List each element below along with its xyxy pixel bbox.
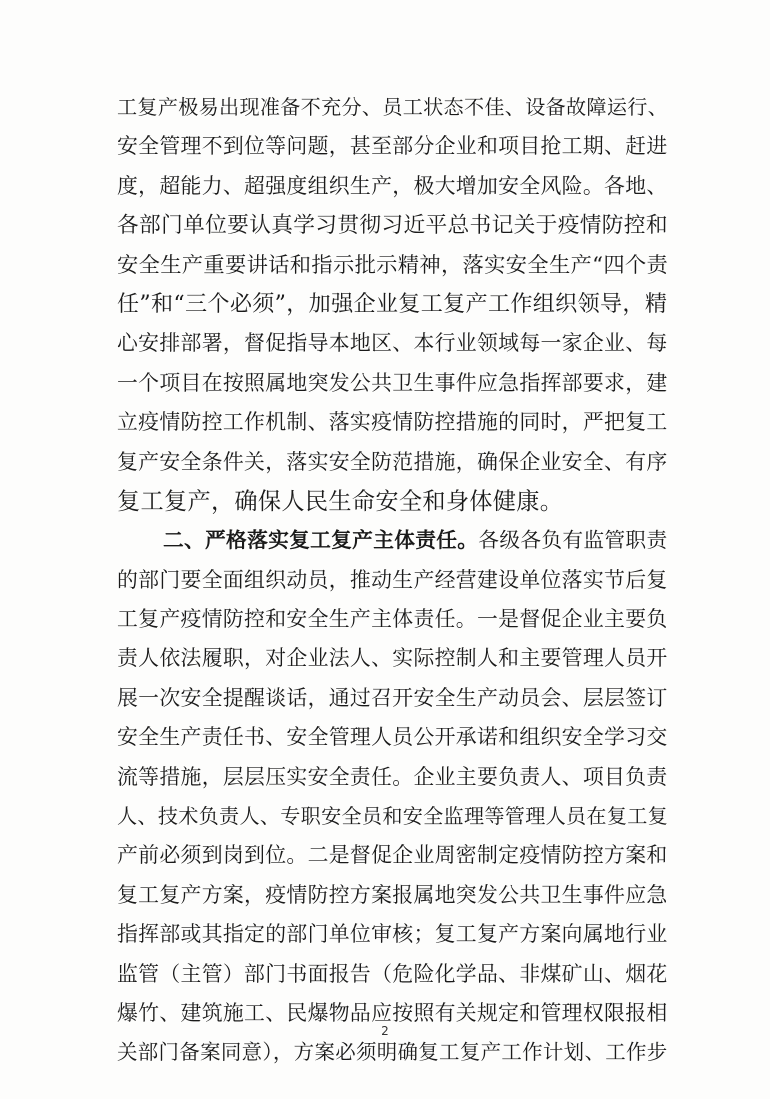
text-line: 人、技术负责人、专职安全员和安全监理等管理人员在复工复 [117,804,669,829]
text-line: 心安排部署，督促指导本地区、本行业领域每一家企业、每 [117,331,668,356]
section-heading-line [117,521,667,560]
body-text [117,88,667,1073]
text-line: 复产安全条件关，落实安全防范措施，确保企业安全、有序 [117,449,668,474]
text-line: 任”和“三个必须”，加强企业复工复产工作组织领导，精 [117,290,668,317]
text-line: 复工复产，确保人民生命安全和身体健康。 [117,487,564,515]
text-line: 复工复产方案，疫情防控方案报属地突发公共卫生事件应急 [117,882,668,907]
section-heading: 二、严格落实复工复产主体责任。 [163,528,479,553]
text-line: 责人依法履职，对企业法人、实际控制人和主要管理人员开 [117,646,668,671]
text-line: 展一次安全提醒谈话，通过召开安全生产动员会、层层签订 [117,685,668,710]
text-line: 工复产疫情防控和安全生产主体责任。一是督促企业主要负 [117,607,668,632]
text-line: 工复产极易出现准备不充分、员工状态不佳、设备故障运行、 [117,95,669,119]
text-line: 一个项目在按照属地突发公共卫生事件应急指挥部要求，建 [117,370,668,395]
text-line: 安全生产重要讲话和指示批示精神，落实安全生产“四个责 [117,252,669,278]
text-line: 爆竹、建筑施工、民爆物品应按照有关规定和管理权限报相 [117,1000,668,1025]
text-span: 各级各负有监管职责 [478,528,668,553]
text-line: 产前必须到岗到位。二是督促企业周密制定疫情防控方案和 [117,843,668,868]
text-line: 指挥部或其指定的部门单位审核；复工复产方案向属地行业 [117,922,668,947]
text-line: 各部门单位要认真学习贯彻习近平总书记关于疫情防控和 [117,213,668,239]
text-line: 立疫情防控工作机制、落实疫情防控措施的同时，严把复工 [117,410,668,435]
text-line: 流等措施，层层压实安全责任。企业主要负责人、项目负责 [117,764,668,789]
text-line: 安全生产责任书、安全管理人员公开承诺和组织安全学习交 [117,725,668,750]
text-line: 安全管理不到位等问题，甚至部分企业和项目抢工期、赶进 [117,134,668,159]
text-line: 度，超能力、超强度组织生产，极大增加安全风险。各地、 [117,173,668,198]
text-line: 关部门备案同意），方案必须明确复工复产工作计划、工作步 [117,1040,668,1065]
page-number: 2 [381,1024,389,1038]
text-line: 的部门要全面组织动员，推动生产经营建设单位落实节后复 [117,567,668,592]
text-line: 监管（主管）部门书面报告（危险化学品、非煤矿山、烟花 [117,961,668,986]
